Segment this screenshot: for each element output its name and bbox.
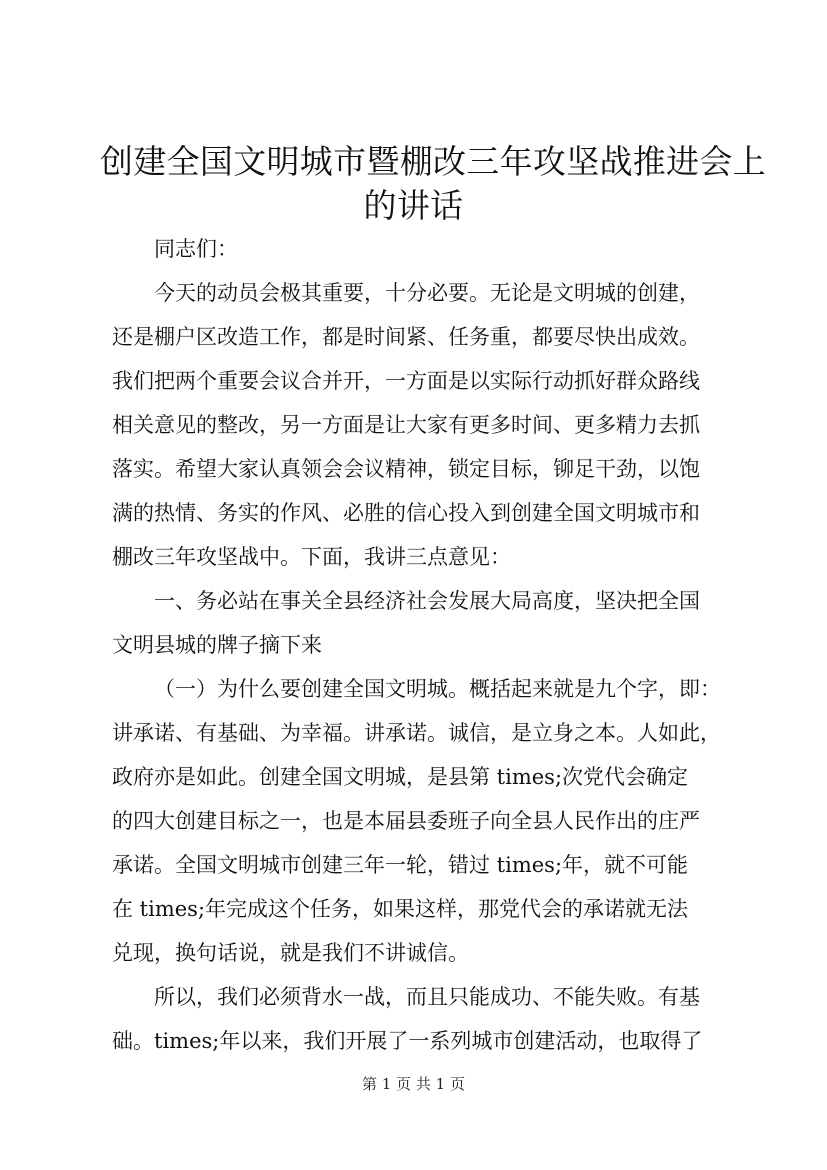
paragraph-line: 在 times;年完成这个任务，如果这样，那党代会的承诺就无法 (112, 897, 689, 921)
section-heading-line: 一、务必站在事关全县经济社会发展大局高度，坚决把全国 (154, 589, 700, 613)
paragraph-line: 础。times;年以来，我们开展了一系列城市创建活动，也取得了 (112, 1029, 703, 1053)
section-heading-line: 文明县城的牌子摘下来 (112, 633, 322, 657)
paragraph-line: 相关意见的整改，另一方面是让大家有更多时间、更多精力去抓 (112, 413, 700, 437)
paragraph-line: 兑现，换句话说，就是我们不讲诚信。 (112, 941, 469, 965)
paragraph-line: （一）为什么要创建全国文明城。概括起来就是九个字，即： (154, 677, 721, 701)
title-line-1: 创建全国文明城市暨棚改三年攻坚战推进会上 (100, 142, 766, 181)
paragraph-line: 我们把两个重要会议合并开，一方面是以实际行动抓好群众路线 (112, 369, 700, 393)
paragraph-line: 还是棚户区改造工作，都是时间紧、任务重，都要尽快出成效。 (112, 325, 700, 349)
paragraph-line: 落实。希望大家认真领会会议精神，锁定目标，铆足干劲，以饱 (112, 457, 700, 481)
paragraph-line: 政府亦是如此。创建全国文明城，是县第 times;次党代会确定 (112, 765, 689, 789)
salutation-line: 同志们： (154, 237, 238, 261)
paragraph-line: 棚改三年攻坚战中。下面，我讲三点意见： (112, 545, 511, 569)
title-line-2: 的讲话 (363, 186, 464, 225)
paragraph-line: 满的热情、务实的作风、必胜的信心投入到创建全国文明城市和 (112, 501, 700, 525)
document-title (100, 140, 766, 228)
paragraph-line: 所以，我们必须背水一战，而且只能成功、不能失败。有基 (154, 985, 700, 1009)
paragraph-line: 的四大创建目标之一，也是本届县委班子向全县人民作出的庄严 (112, 809, 700, 833)
paragraph-line: 讲承诺、有基础、为幸福。讲承诺。诚信，是立身之本。人如此， (112, 721, 721, 745)
page-footer: 第 1 页 共 1 页 (362, 1075, 465, 1093)
paragraph-line: 今天的动员会极其重要，十分必要。无论是文明城的创建， (154, 281, 700, 305)
paragraph-line: 承诺。全国文明城市创建三年一轮，错过 times;年，就不可能 (112, 853, 689, 877)
